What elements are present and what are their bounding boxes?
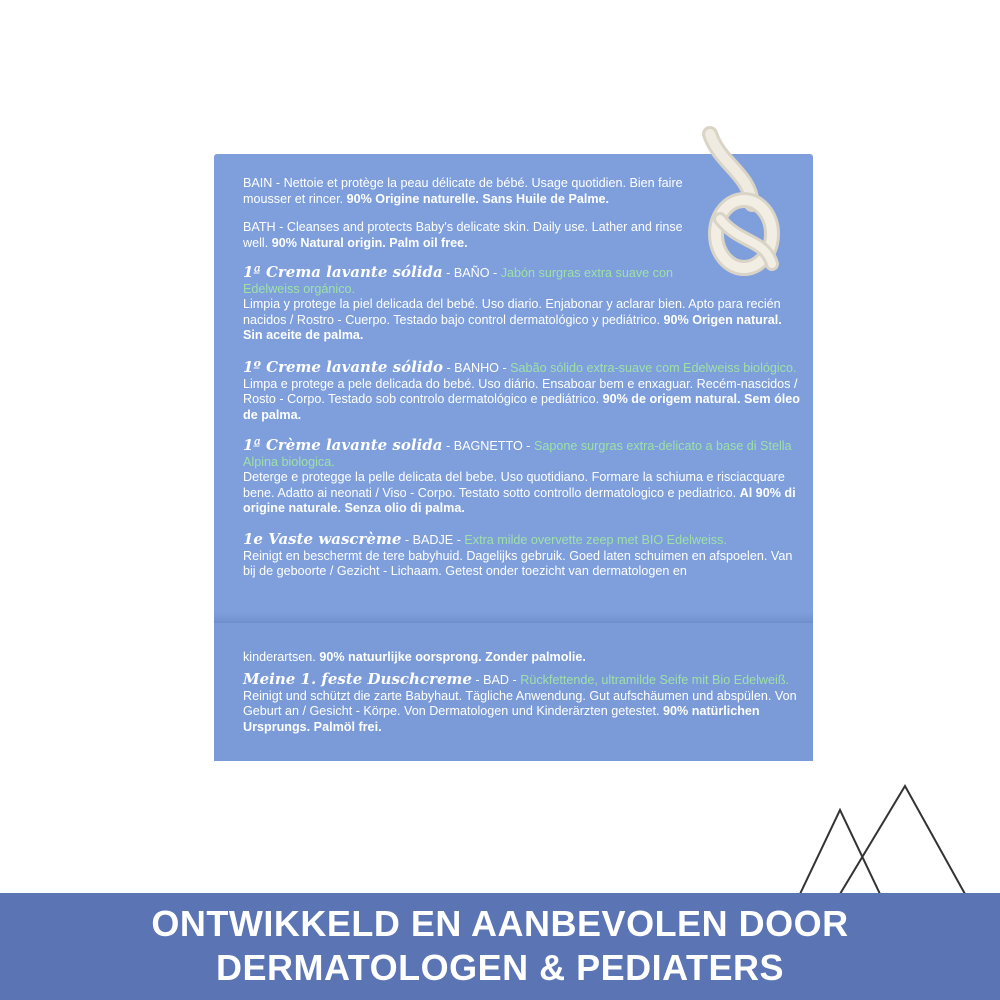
title-dutch: 1e Vaste wascrème — [243, 530, 402, 548]
text-italian: 1ª Crème lavante solida - BAGNETTO - Sapone surgras extra-delicato a base di Stella Alpina biologica. Deterge e protegge la pelle delicata del bebe. Uso quotidiano. Formare la schiuma e risciacquare bene. Adatto ai neonati / Viso - Corpo. Testato sotto controllo dermatologico e pediatrico. Al 90% di origine naturale. Senza olio di palma. — [243, 436, 796, 516]
text-dutch: 1e Vaste wascrème - BADJE - Extra milde overvette zeep met BIO Edelweiss. Reinigt en beschermt de tere babyhuid. Dagelijks gebruik. Goed laten schuimen en afspoelen. Van bij de geboorte / Gezicht - Lichaam. Getest onder toezicht van dermatologen en — [243, 530, 793, 579]
title-spanish: 1ª Crema lavante sólida — [243, 263, 443, 281]
text-portuguese: 1º Creme lavante sólido - BANHO - Sabão sólido extra-suave com Edelweiss biológico. Limpa e protege a pele delicada do bebé. Uso diário. Ensaboar bem e enxaguar. Recém-nascidos / Rosto - Corpo. Testado sob controlo dermatológico e pediátrico. 90% de origem natural. Sem óleo de palma. — [243, 358, 800, 422]
title-italian: 1ª Crème lavante solida — [243, 436, 443, 454]
banner-line-1: ONTWIKKELD EN AANBEVOLEN DOOR — [151, 903, 849, 944]
text-german: Meine 1. feste Duschcreme - BAD - Rückfettende, ultramilde Seife mit Bio Edelweiß. Reinigt und schützt die zarte Babyhaut. Tägliche Anwendung. Gut aufschäumen und abspülen. Von Geburt an / Gesicht - Körpe. Von Dermatologen und Kinderärzten getestet. 90% natürlichen Ursprungs. Palmöl frei. — [243, 670, 797, 734]
rope-knot-icon — [680, 124, 790, 284]
bottom-banner — [0, 893, 1000, 1000]
banner-line-2: DERMATOLOGEN & PEDIATERS — [215, 947, 785, 988]
title-portuguese: 1º Creme lavante sólido — [243, 358, 443, 376]
text-french: BAIN - Nettoie et protège la peau délicate de bébé. Usage quotidien. Bien faire mousser et rincer. 90% Origine naturelle. Sans Huile de Palme. — [243, 176, 683, 206]
text-english: BATH - Cleanses and protects Baby's delicate skin. Daily use. Lather and rinse well. 90% Natural origin. Palm oil free. — [243, 220, 683, 250]
title-german: Meine 1. feste Duschcreme — [243, 670, 472, 688]
text-dutch-continued: kinderartsen. 90% natuurlijke oorsprong. Zonder palmolie. — [243, 650, 586, 664]
text-spanish: 1ª Crema lavante sólida - BAÑO - Jabón surgras extra suave con Edelweiss orgánico. Limpia y protege la piel delicada del bebé. Uso diario. Enjabonar y aclarar bien. Apto para recién nacidos / Rostro - Cuerpo. Testado bajo control dermatológico y pediátrico. 90% Origen natural. Sin aceite de palma. — [243, 263, 782, 343]
